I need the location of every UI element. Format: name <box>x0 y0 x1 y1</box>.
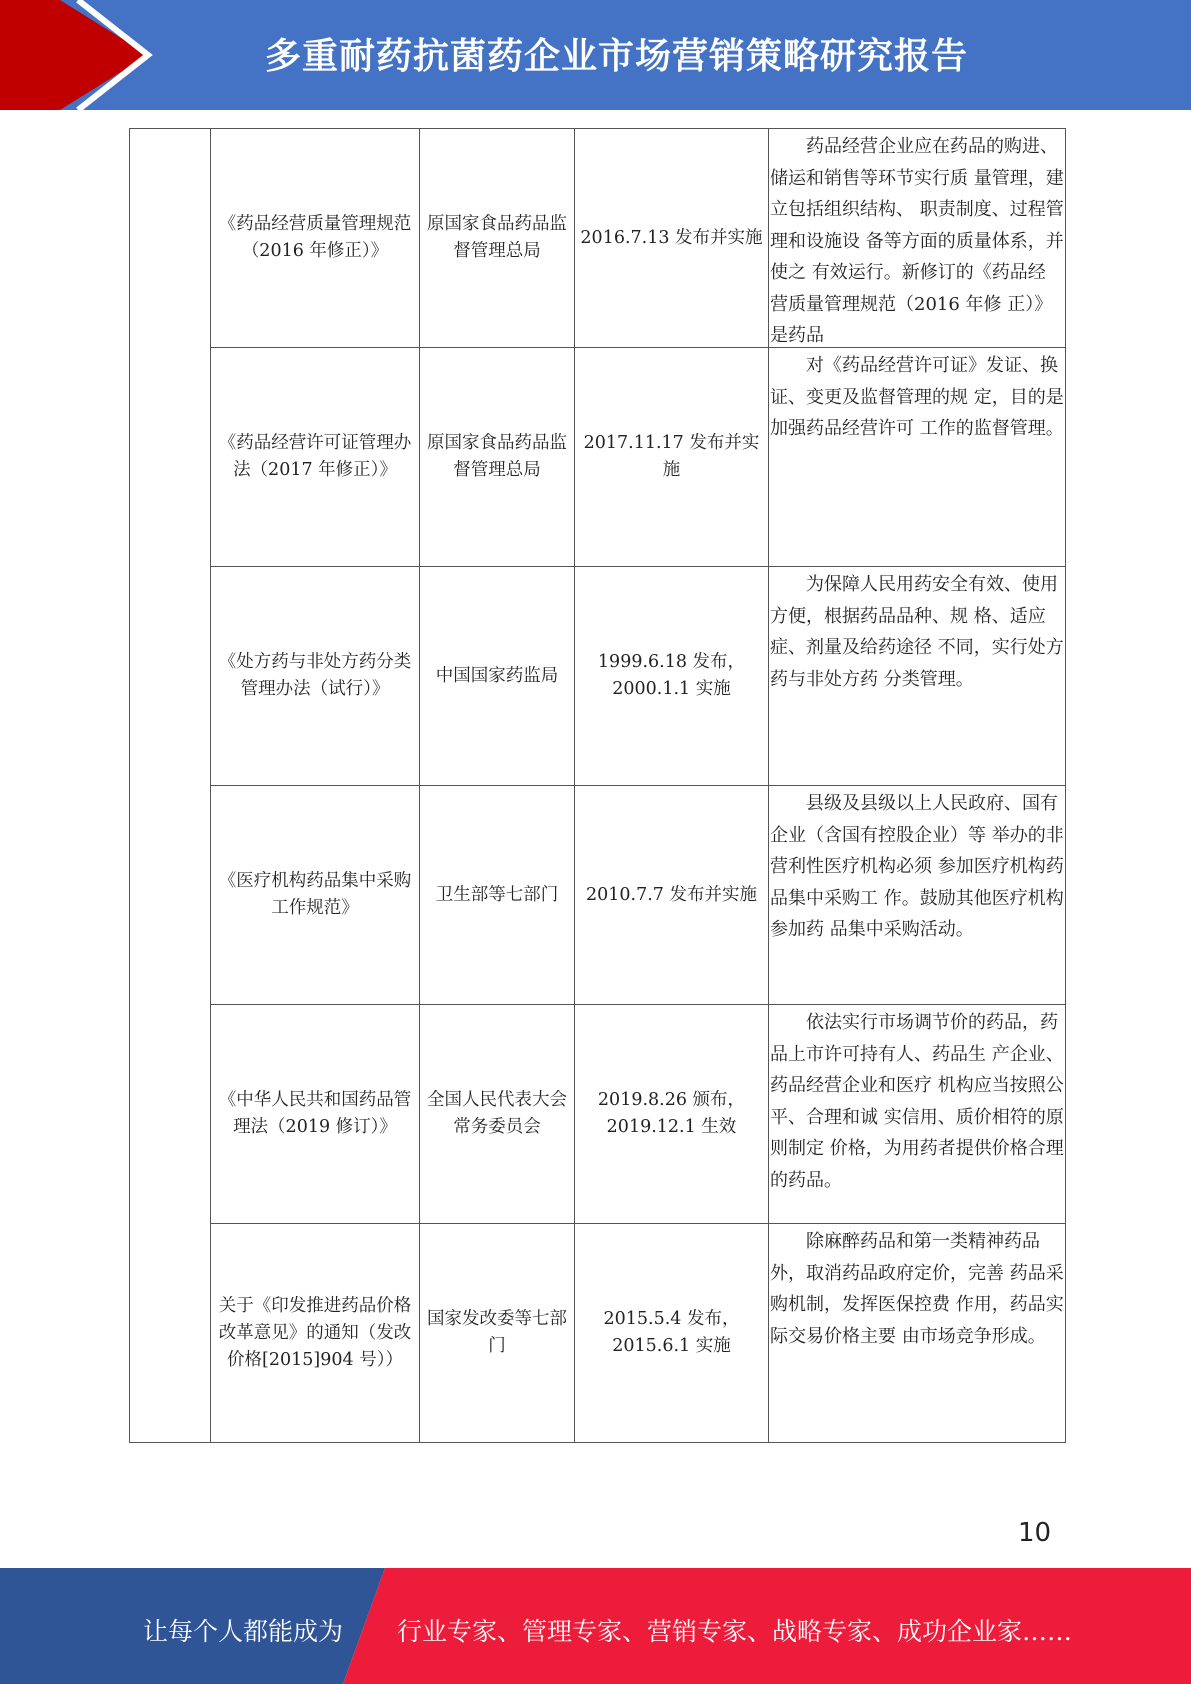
page-header <box>0 0 1191 110</box>
issuing-authority: 卫生部等七部门 <box>420 786 575 1005</box>
page-number: 10 <box>1018 1518 1052 1548</box>
category-cell <box>130 129 211 1443</box>
table-row <box>130 1224 1066 1443</box>
footer-slogan-left: 让每个人都能成为 <box>143 1617 344 1646</box>
description-cell <box>769 348 1066 567</box>
regulation-description: 除麻醉药品和第一类精神药品外，取消药品政府定价，完善 药品采购机制，发挥医保控费 作用，药品实际交易价格主要 由市场竞争形成。 <box>770 1231 1064 1347</box>
regulation-description: 对《药品经营许可证》发证、换证、变更及监督管理的规 定，目的是加强药品经营许可 工作的监督管理。 <box>770 355 1064 439</box>
regulations-table <box>129 128 1066 1443</box>
release-date: 2016.7.13 发布并实施 <box>575 129 769 348</box>
release-date: 2019.8.26 颁布，2019.12.1 生效 <box>575 1005 769 1224</box>
issuing-authority: 中国国家药监局 <box>420 567 575 786</box>
regulation-name: 关于《印发推进药品价格改革意见》的通知（发改价格[2015]904 号）） <box>211 1224 420 1443</box>
regulation-name: 《药品经营许可证管理办法（2017 年修正）》 <box>211 348 420 567</box>
page-footer <box>0 1568 1191 1684</box>
description-cell <box>769 1005 1066 1224</box>
description-cell <box>769 567 1066 786</box>
issuing-authority: 原国家食品药品监督管理总局 <box>420 348 575 567</box>
table-row <box>130 348 1066 567</box>
description-cell <box>769 129 1066 348</box>
release-date: 2015.5.4 发布，2015.6.1 实施 <box>575 1224 769 1443</box>
table-row <box>130 567 1066 786</box>
release-date: 1999.6.18 发布，2000.1.1 实施 <box>575 567 769 786</box>
regulation-name: 《药品经营质量管理规范（2016 年修正）》 <box>211 129 420 348</box>
footer-slogan-right: 行业专家、管理专家、营销专家、战略专家、成功企业家…… <box>397 1617 1073 1646</box>
issuing-authority: 原国家食品药品监督管理总局 <box>420 129 575 348</box>
regulation-name: 《医疗机构药品集中采购工作规范》 <box>211 786 420 1005</box>
regulation-description: 县级及县级以上人民政府、国有企业（含国有控股企业）等 举办的非营利性医疗机构必须 参加医疗机构药品集中采购工 作。鼓励其他医疗机构参加药 品集中采购活动。 <box>770 793 1064 940</box>
regulation-name: 《中华人民共和国药品管理法（2019 修订）》 <box>211 1005 420 1224</box>
issuing-authority: 国家发改委等七部门 <box>420 1224 575 1443</box>
report-title: 多重耐药抗菌药企业市场营销策略研究报告 <box>265 36 969 77</box>
release-date: 2017.11.17 发布并实施 <box>575 348 769 567</box>
table-row <box>130 129 1066 348</box>
release-date: 2010.7.7 发布并实施 <box>575 786 769 1005</box>
issuing-authority: 全国人民代表大会常务委员会 <box>420 1005 575 1224</box>
regulation-name: 《处方药与非处方药分类管理办法（试行）》 <box>211 567 420 786</box>
table-row <box>130 786 1066 1005</box>
table-row <box>130 1005 1066 1224</box>
description-cell <box>769 1224 1066 1443</box>
regulation-description: 依法实行市场调节价的药品，药品上市许可持有人、药品生 产企业、药品经营企业和医疗 机构应当按照公平、合理和诚 实信用、质价相符的原则制定 价格，为用药者提供价格合理 的药品。 <box>770 1012 1064 1191</box>
description-cell <box>769 786 1066 1005</box>
regulation-description: 药品经营企业应在药品的购进、储运和销售等环节实行质 量管理，建立包括组织结构、 职责制度、过程管理和设施设 备等方面的质量体系，并使之 有效运行。新修订的《药品经 营质量管理规范（2016 年修 正）》是药品 <box>770 136 1064 346</box>
regulation-description: 为保障人民用药安全有效、使用方便，根据药品品种、规 格、适应症、剂量及给药途径 不同，实行处方药与非处方药 分类管理。 <box>770 574 1064 690</box>
